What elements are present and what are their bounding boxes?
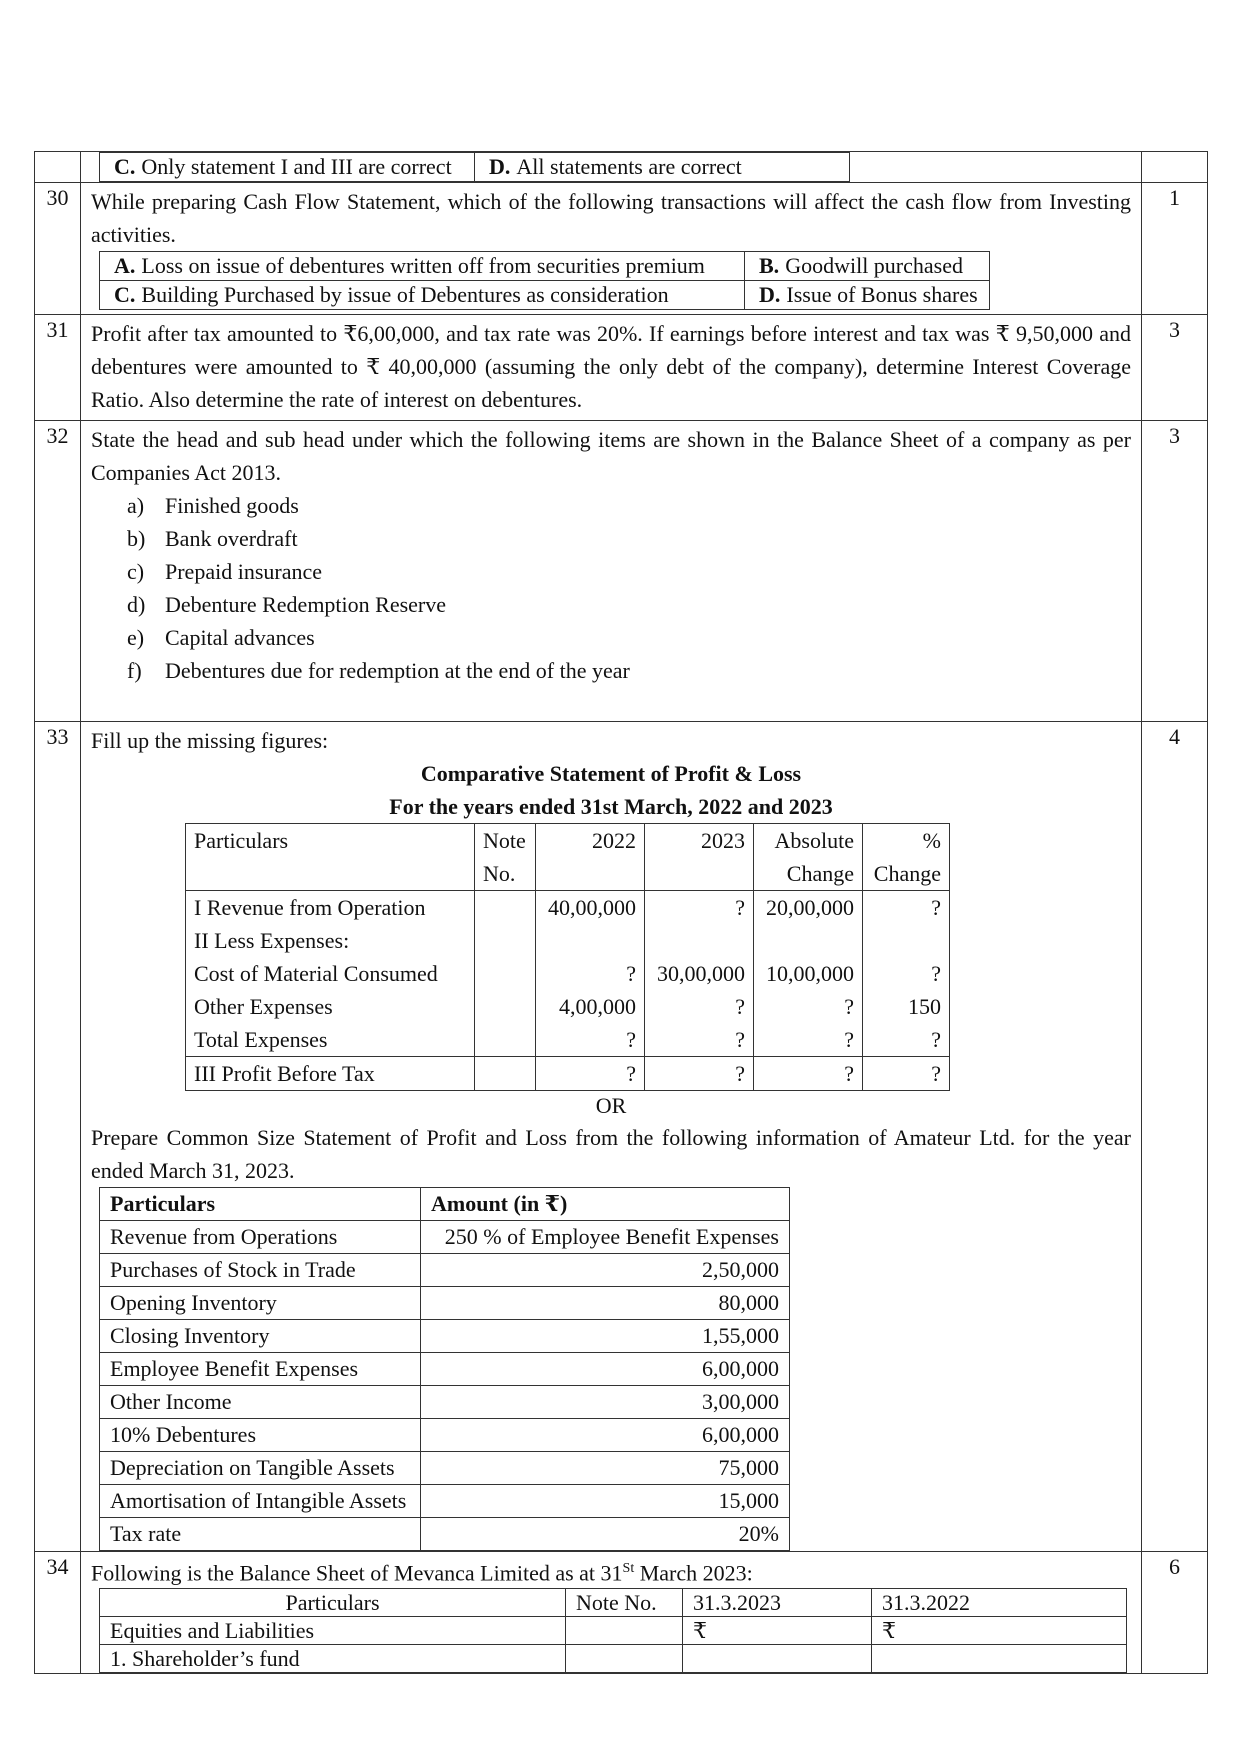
question-paper-table <box>34 151 1208 1674</box>
table-row: Other Income 3,00,000 <box>100 1386 790 1419</box>
question-text: Profit after tax amounted to ₹6,00,000, and tax rate was 20%. If earnings before interest and tax was ₹ 9,50,000 and debentures were amounted to ₹ 40,00,000 (assuming the only debt of the company), determine Interest Coverage Ratio. Also determine the rate of interest on debentures. <box>91 321 1131 412</box>
question-number: 33 <box>35 722 81 1552</box>
table-header-row: Particulars Note No. 2022 2023 Absolute Change % Change <box>186 824 950 891</box>
question-number: 31 <box>35 315 81 421</box>
question-text: While preparing Cash Flow Statement, which of the following transactions will affect the cash flow from Investing activities. <box>91 189 1131 247</box>
table-row: Equities and Liabilities ₹ ₹ <box>100 1617 1127 1645</box>
question-text: Fill up the missing figures: <box>91 728 329 753</box>
question-marks: 3 <box>1142 315 1208 421</box>
table-row: Total Expenses ? ? ? ? <box>186 1023 950 1057</box>
question-text: State the head and sub head under which the following items are shown in the Balance Sheet of a company as per Companies Act 2013. <box>91 427 1131 485</box>
q30-options-table <box>99 251 990 310</box>
question-number: 30 <box>35 183 81 315</box>
table-row: Opening Inventory 80,000 <box>100 1287 790 1320</box>
question-32-row <box>35 421 1208 722</box>
table-row: Cost of Material Consumed ? 30,00,000 10,00,000 ? <box>186 957 950 990</box>
table-row: Employee Benefit Expenses 6,00,000 <box>100 1353 790 1386</box>
table-row: Purchases of Stock in Trade 2,50,000 <box>100 1254 790 1287</box>
table-row: II Less Expenses: <box>186 924 950 957</box>
table-row: Closing Inventory 1,55,000 <box>100 1320 790 1353</box>
question-marks: 6 <box>1142 1552 1208 1674</box>
table-row: III Profit Before Tax ? ? ? ? <box>186 1057 950 1091</box>
alternate-question-text: Prepare Common Size Statement of Profit and Loss from the following information of Amateur Ltd. for the year ended March 31, 2023. <box>91 1125 1131 1183</box>
table-header-row: Particulars Note No. 31.3.2023 31.3.2022 <box>100 1589 1127 1617</box>
question-text: Following is the Balance Sheet of Mevanca Limited as at 31St March 2023: <box>91 1560 753 1586</box>
table-row: 1. Shareholder’s fund <box>100 1645 1127 1673</box>
question-marks: 3 <box>1142 421 1208 722</box>
statement-title: Comparative Statement of Profit & Loss <box>420 761 802 786</box>
question-34-row <box>35 1552 1208 1674</box>
table-row: Depreciation on Tangible Assets 75,000 <box>100 1452 790 1485</box>
table-row: Amortisation of Intangible Assets 15,000 <box>100 1485 790 1518</box>
prev-question-options-row <box>35 152 1208 183</box>
or-separator: OR <box>595 1093 627 1118</box>
list-item: a) Finished goods <box>127 493 299 518</box>
option-b: B. Goodwill purchased <box>745 252 990 281</box>
question-marks: 4 <box>1142 722 1208 1552</box>
option-c: C. Only statement I and III are correct <box>100 153 475 182</box>
option-d: D. All statements are correct <box>475 153 850 182</box>
list-item: e) Capital advances <box>127 625 315 650</box>
question-number: 32 <box>35 421 81 722</box>
list-item: d) Debenture Redemption Reserve <box>127 592 447 617</box>
list-item: f) Debentures due for redemption at the end of the year <box>127 658 630 683</box>
table-row: 10% Debentures 6,00,000 <box>100 1419 790 1452</box>
option-a: A. Loss on issue of debentures written off from securities premium <box>100 252 745 281</box>
comparative-statement-table <box>185 823 950 1091</box>
question-number: 34 <box>35 1552 81 1674</box>
common-size-data-table <box>99 1187 790 1551</box>
question-33-row <box>35 722 1208 1552</box>
table-row: Tax rate 20% <box>100 1518 790 1551</box>
table-row: Other Expenses 4,00,000 ? ? 150 <box>186 990 950 1023</box>
item-list <box>91 489 1131 687</box>
option-d: D. Issue of Bonus shares <box>745 281 990 310</box>
list-item: b) Bank overdraft <box>127 526 298 551</box>
table-row: I Revenue from Operation 40,00,000 ? 20,00,000 ? <box>186 891 950 925</box>
question-31-row <box>35 315 1208 421</box>
statement-subtitle: For the years ended 31st March, 2022 and 2023 <box>389 794 833 819</box>
table-header-row: Particulars Amount (in ₹) <box>100 1188 790 1221</box>
option-c: C. Building Purchased by issue of Debentures as consideration <box>100 281 745 310</box>
list-item: c) Prepaid insurance <box>127 559 322 584</box>
table-row: Revenue from Operations 250 % of Employee Benefit Expenses <box>100 1221 790 1254</box>
prev-options-table <box>99 152 850 182</box>
question-marks: 1 <box>1142 183 1208 315</box>
balance-sheet-table <box>99 1588 1127 1673</box>
question-30-row <box>35 183 1208 315</box>
